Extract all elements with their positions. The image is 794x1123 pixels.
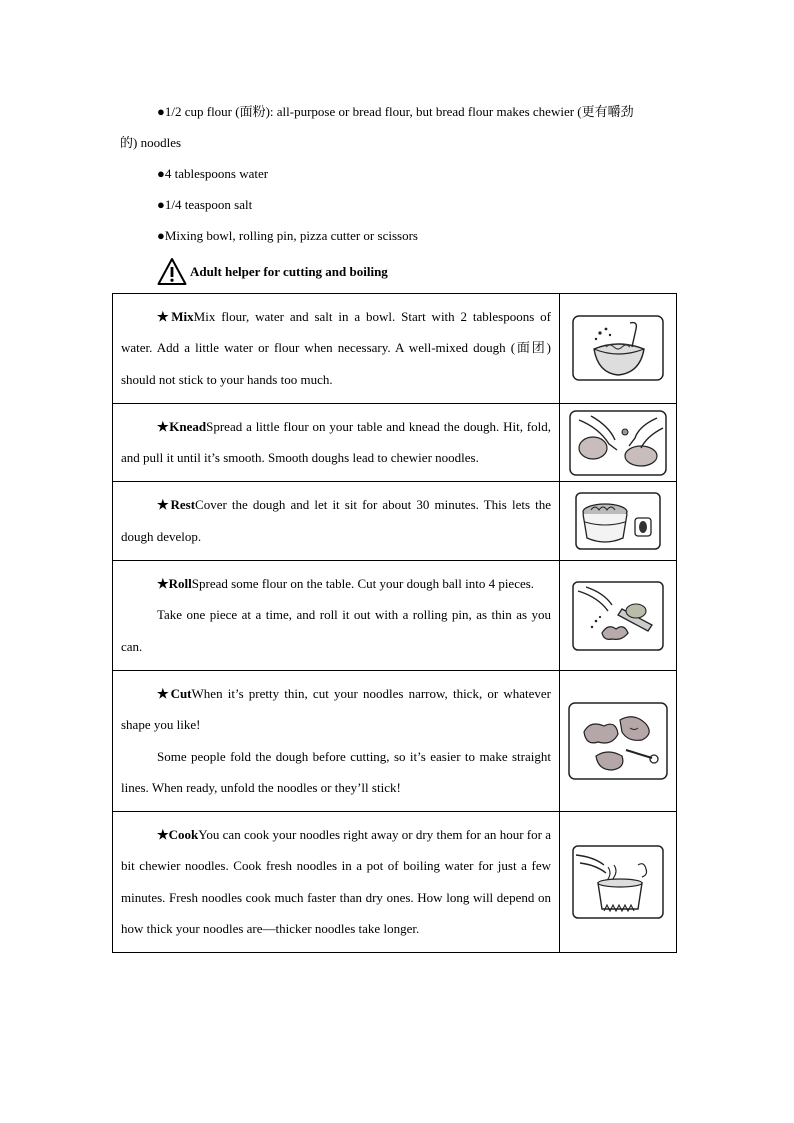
- step-paragraph: Spread a little flour on your table and knead the dough. Hit, fold, and pull it until it’s smooth. Smooth doughs lead to chewier noodles.: [121, 418, 551, 466]
- table-row: [113, 670, 677, 811]
- mixing-bowl-illustration: [572, 315, 664, 381]
- step-image-cell: [560, 403, 677, 482]
- boiling-pot-illustration: [572, 845, 664, 919]
- step-title-cook: ★Cook: [157, 827, 199, 843]
- ingredient-flour-line: ●1/2 cup flour (面粉): all-purpose or bread flour, but bread flour makes chewier (更有嚼劲: [157, 104, 634, 119]
- step-paragraph: Cover the dough and let it sit for about 30 minutes. This lets the dough develop.: [121, 497, 551, 544]
- step-image-cell: [560, 561, 677, 671]
- adult-helper-warning: [157, 256, 388, 288]
- step-image-cell: [560, 812, 677, 953]
- ingredient-water: ●4 tablespoons water: [157, 166, 269, 181]
- warning-text: Adult helper for cutting and boiling: [190, 264, 388, 279]
- step-paragraph: Some people fold the dough before cutting, so it’s easier to make straight lines. When ready, unfold the noodles or they’ll stick!: [121, 748, 551, 795]
- table-row: [113, 294, 677, 404]
- step-text-cell: [113, 670, 560, 811]
- step-text-cell: [113, 482, 560, 561]
- step-text-cell: [113, 294, 560, 404]
- table-row: [113, 403, 677, 482]
- ingredient-flour-line-continued: 的) noodles: [120, 135, 182, 150]
- tools-list: ●Mixing bowl, rolling pin, pizza cutter or scissors: [157, 228, 418, 243]
- step-title-roll: ★Roll: [157, 576, 192, 592]
- rolling-pin-illustration: [572, 581, 664, 651]
- kneading-hands-illustration: [569, 410, 667, 476]
- step-image-cell: [560, 294, 677, 404]
- step-title-rest: ★Rest: [157, 497, 196, 513]
- covered-bowl-timer-illustration: [575, 492, 661, 550]
- step-paragraph: Mix flour, water and salt in a bowl. Start with 2 tablespoons of water. Add a little water or flour when necessary. A well-mixed dough (面团) should not stick to your hands too much.: [121, 309, 551, 387]
- step-paragraph: When it’s pretty thin, cut your noodles narrow, thick, or whatever shape you like!: [121, 685, 551, 733]
- step-text-cell: [113, 812, 560, 953]
- step-title-knead: ★Knead: [157, 418, 207, 434]
- warning-triangle-icon: [157, 257, 187, 287]
- step-text-cell: [113, 403, 560, 482]
- step-title-mix: ★Mix: [157, 309, 194, 324]
- ingredient-salt: ●1/4 teaspoon salt: [157, 197, 253, 212]
- step-title-cut: ★Cut: [157, 685, 192, 701]
- table-row: [113, 561, 677, 671]
- step-image-cell: [560, 670, 677, 811]
- step-text-cell: [113, 561, 560, 671]
- step-paragraph: Take one piece at a time, and roll it out with a rolling pin, as thin as you can.: [121, 607, 551, 654]
- step-paragraph: You can cook your noodles right away or dry them for an hour for a bit chewier noodles. Cook fresh noodles in a pot of boiling water for just a few minutes. Fresh noodles cook much faster than dry ones. How long will depend on how thick your noodles are—thicker noodles take longer.: [121, 827, 551, 937]
- table-row: [113, 482, 677, 561]
- steps-table: [112, 293, 677, 953]
- step-image-cell: [560, 482, 677, 561]
- cutting-noodles-illustration: [568, 702, 668, 780]
- step-paragraph: Spread some flour on the table. Cut your dough ball into 4 pieces.: [191, 576, 535, 592]
- table-row: [113, 812, 677, 953]
